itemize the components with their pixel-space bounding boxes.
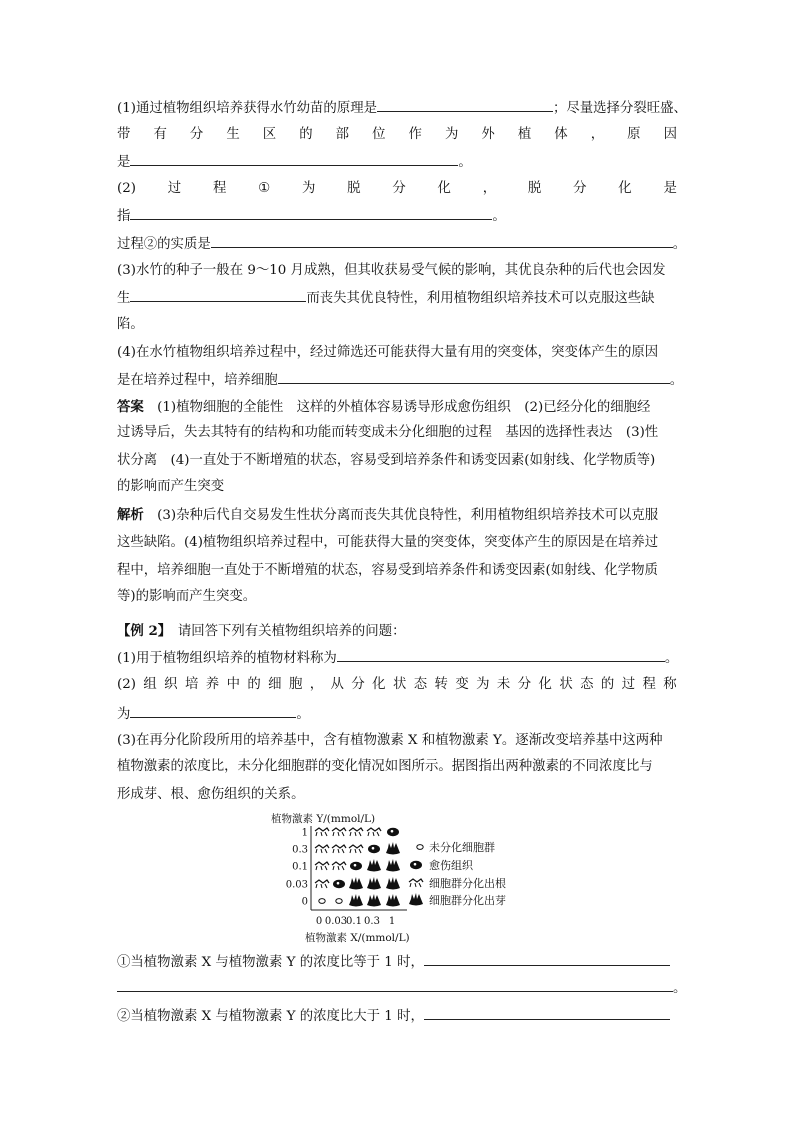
cell-shoot-icon xyxy=(386,842,400,855)
example2-q3-line1: (3)在再分化阶段所用的培养基中，含有植物激素 X 和植物激素 Y。逐渐改变培养基中这两种 xyxy=(117,733,663,748)
q2-blank-1[interactable] xyxy=(130,205,492,220)
example2-q2-char: 的 xyxy=(600,677,615,692)
x-tick-label: 0.3 xyxy=(364,916,380,927)
example2-q2-char: 状 xyxy=(392,677,407,692)
q1-line2-char: 体 xyxy=(554,127,568,142)
q2-line1-char: 脱 xyxy=(347,181,361,196)
x-tick-label: 0.1 xyxy=(346,916,362,927)
q1-text-a: (1)通过植物组织培养获得水竹幼苗的原理是 xyxy=(117,101,377,116)
example2-sub2-blank[interactable] xyxy=(424,1005,670,1020)
example2-sub1-text: ①当植物激素 X 与植物激素 Y 的浓度比等于 1 时， xyxy=(117,955,424,970)
example2-q2-char: ， xyxy=(309,677,324,692)
q2-line2-end: 。 xyxy=(492,209,506,224)
legend-callus-icon xyxy=(410,861,422,869)
example2-sub1-blank-1[interactable] xyxy=(424,951,670,966)
example2-q2-char: 胞 xyxy=(288,677,303,692)
example2-q1-end: 。 xyxy=(664,651,679,666)
q2-line1-char: 程 xyxy=(212,181,227,196)
q4-line2-text: 是在培养过程中，培养细胞 xyxy=(117,373,278,388)
example2-q2-char: 未 xyxy=(496,677,511,692)
cell-root-icon xyxy=(349,828,363,836)
legend-shoot-icon xyxy=(409,893,423,906)
q3-line2 xyxy=(117,287,677,309)
legend-label: 细胞群分化出根 xyxy=(429,877,506,890)
legend-label: 愈伤组织 xyxy=(429,859,473,872)
example2-q2-char: 的 xyxy=(247,677,261,692)
example2-sub2-line1 xyxy=(117,1005,677,1027)
q2-line2-text: 指 xyxy=(117,209,131,224)
example2-q2-char: 化 xyxy=(538,677,552,692)
q3-line1: (3)水竹的种子一般在 9～10 月成熟，但其收获易受气候的影响，其优良杂种的后代也会因发 xyxy=(117,263,666,278)
q1-line2-char: 原 xyxy=(627,127,641,142)
example2-q2-char: 态 xyxy=(413,677,428,692)
q2-line3 xyxy=(117,233,687,255)
y-tick-label: 1 xyxy=(301,827,308,839)
q2-line1-char: ， xyxy=(482,181,497,196)
example2-q2-char: 织 xyxy=(164,677,178,692)
q1-line2-char: 部 xyxy=(335,127,350,142)
analysis-line1 xyxy=(117,505,677,526)
q1-line2-char: 分 xyxy=(189,127,204,142)
cell-root-icon xyxy=(332,862,346,870)
q1-line2-char: 外 xyxy=(481,127,495,142)
q1-blank-2[interactable] xyxy=(130,151,458,166)
cell-undiff-icon xyxy=(336,899,342,904)
q2-line1-char: 分 xyxy=(392,181,406,196)
cell-root-icon xyxy=(367,828,381,836)
example2-q1-text: (1)用于植物组织培养的植物材料称为 xyxy=(117,651,337,666)
answer-line1 xyxy=(117,397,677,418)
q1-line2-char: 的 xyxy=(299,127,313,142)
q2-line2 xyxy=(117,205,677,227)
example2-heading xyxy=(117,621,677,642)
q3-line3: 陷。 xyxy=(117,317,144,332)
example2-q2-char: 变 xyxy=(455,677,469,692)
example2-q2-blank[interactable] xyxy=(130,703,296,718)
example2-q2-line1 xyxy=(117,675,677,695)
legend-label: 未分化细胞群 xyxy=(429,841,495,854)
y-tick-label: 0.3 xyxy=(292,844,308,856)
cell-shoot-icon xyxy=(367,894,381,907)
cell-shoot-icon xyxy=(367,877,381,890)
cell-callus-icon xyxy=(350,862,362,870)
answer-text-1: (1)植物细胞的全能性 这样的外植体容易诱导形成愈伤组织 (2)已经分化的细胞经 xyxy=(157,400,651,415)
cell-root-icon xyxy=(315,828,329,836)
q1-line3-end: 。 xyxy=(458,155,472,170)
example2-q2-char: 培 xyxy=(184,677,199,692)
example2-intro: 请回答下列有关植物组织培养的问题： xyxy=(177,624,406,639)
y-tick-label: 0.1 xyxy=(292,861,308,873)
axis-ticks xyxy=(286,828,395,928)
example2-q2-end: 。 xyxy=(296,707,310,722)
cell-root-icon xyxy=(315,862,329,870)
example2-q3-line3: 形成芽、根、愈伤组织的关系。 xyxy=(117,787,305,802)
analysis-text-1: (3)杂种后代自交易发生性状分离而丧失其优良特性，利用植物组织培养技术可以克服 xyxy=(157,508,659,523)
example2-q2-char: 状 xyxy=(559,677,573,692)
q2-line1-char: ① xyxy=(258,181,271,196)
example2-q2-char: (2) xyxy=(117,677,136,692)
hormone-ratio-figure xyxy=(265,808,545,944)
q2-line1-char: 脱 xyxy=(527,181,542,196)
cell-shoot-icon xyxy=(349,894,363,907)
cell-shoot-icon xyxy=(367,859,381,872)
q2-blank-2[interactable] xyxy=(211,233,673,248)
q1-line2-char: 区 xyxy=(262,127,277,142)
example2-q2-text: 为 xyxy=(117,707,131,722)
q1-line2-char: ， xyxy=(590,127,605,142)
example2-q2-char: 从 xyxy=(330,677,344,692)
cell-root-icon xyxy=(332,845,346,853)
y-tick-label: 0.03 xyxy=(285,879,308,891)
example2-q2-line2 xyxy=(117,703,677,725)
cell-shoot-icon xyxy=(386,894,400,907)
cell-callus-icon xyxy=(368,845,380,853)
q1-line2-char: 作 xyxy=(408,127,422,142)
q1-line2-char: 因 xyxy=(663,127,677,142)
q2-line1-char: 过 xyxy=(167,181,182,196)
q2-line3-text: 过程②的实质是 xyxy=(117,237,211,252)
q1-line2 xyxy=(117,125,677,145)
q4-line1: (4)在水竹植物组织培养过程中，经过筛选还可能获得大量有用的突变体，突变体产生的原因 xyxy=(117,345,659,360)
analysis-line3: 程中，培养细胞一直处于不断增殖的状态，容易受到培养条件和诱变因素(如射线、化学物质 xyxy=(117,563,658,578)
q2-line3-end: 。 xyxy=(672,237,687,252)
example2-q2-char: 转 xyxy=(434,677,448,692)
q4-line2-end: 。 xyxy=(669,373,684,388)
q4-blank[interactable] xyxy=(278,369,670,384)
q1-line3-text: 是 xyxy=(117,155,131,170)
legend-undiff-icon xyxy=(417,845,423,850)
example2-q2-char: 为 xyxy=(476,677,490,692)
x-tick-label: 1 xyxy=(388,916,396,927)
example2-q2-char: 养 xyxy=(205,677,220,692)
example2-q2-char: 分 xyxy=(517,677,532,692)
cell-shoot-icon xyxy=(386,859,400,872)
q2-line1-char: 化 xyxy=(618,181,632,196)
example2-q2-char: 分 xyxy=(351,677,365,692)
cell-root-icon xyxy=(332,828,346,836)
example2-q1 xyxy=(117,647,677,669)
y-axis-label: 植物激素 Y/(mmol/L) xyxy=(271,813,376,825)
q1-line2-char: 带 xyxy=(117,127,131,142)
example2-q1-blank[interactable] xyxy=(337,647,665,662)
example2-q2-char: 程 xyxy=(642,677,656,692)
q1-line3 xyxy=(117,151,677,173)
cell-callus-icon xyxy=(387,828,399,836)
analysis-line4: 等)的影响而产生突变。 xyxy=(117,589,257,604)
y-tick-label: 0 xyxy=(301,896,308,908)
answer-line4: 的影响而产生突变 xyxy=(117,479,225,494)
example2-label: 【例 2】 xyxy=(117,623,165,639)
example2-q2-char: 称 xyxy=(663,677,677,692)
example2-q2-char: 组 xyxy=(143,677,157,692)
legend-label: 细胞群分化出芽 xyxy=(429,894,506,907)
q2-line1 xyxy=(117,179,677,199)
q3-line2-text: 生 xyxy=(117,291,131,306)
q1-line2-char: 生 xyxy=(226,127,240,142)
example2-q2-char: 化 xyxy=(372,677,386,692)
q1-line2-char: 为 xyxy=(444,127,459,142)
q2-line1-char: 分 xyxy=(573,181,587,196)
cell-shoot-icon xyxy=(349,877,363,890)
cell-shoot-icon xyxy=(386,877,400,890)
answer-label: 答案 xyxy=(117,399,144,415)
cell-undiff-icon xyxy=(319,899,325,904)
answer-line3: 状分离 (4)一直处于不断增殖的状态，容易受到培养条件和诱变因素(如射线、化学物质等) xyxy=(117,453,656,468)
example2-q2-char: 过 xyxy=(621,677,636,692)
q1-text-b: ；尽量选择分裂旺盛、 xyxy=(553,101,687,116)
q1-line2-char: 有 xyxy=(153,127,167,142)
example2-q2-char: 中 xyxy=(226,677,240,692)
answer-line2: 过诱导后，失去其特有的结构和功能而转变成未分化细胞的过程 基因的选择性表达 (3)性 xyxy=(117,425,659,440)
analysis-label: 解析 xyxy=(117,507,144,523)
x-tick-label: 0 xyxy=(315,916,323,927)
figure-legend xyxy=(409,840,506,907)
q1-line2-char: 位 xyxy=(372,127,386,142)
cell-root-icon xyxy=(315,845,329,853)
example2-sub1-end: 。 xyxy=(673,981,687,996)
analysis-line2: 这些缺陷。(4)植物组织培养过程中，可能获得大量的突变体，突变体产生的原因是在培养过 xyxy=(117,535,659,550)
q1-line2-char: 植 xyxy=(517,127,532,142)
example2-q2-char: 态 xyxy=(580,677,594,692)
grid-cells xyxy=(315,828,400,907)
q2-line1-char: 是 xyxy=(663,181,677,196)
example2-q3-line2: 植物激素的浓度比，未分化细胞群的变化情况如图所示。据图指出两种激素的不同浓度比与 xyxy=(117,759,653,774)
legend-root-icon xyxy=(409,879,423,887)
example2-sub2-text: ②当植物激素 X 与植物激素 Y 的浓度比大于 1 时， xyxy=(117,1009,424,1024)
q4-line2 xyxy=(117,369,684,391)
example2-sub1-line1 xyxy=(117,951,677,973)
q3-line2-rest: 而丧失其优良特性，利用植物组织培养技术可以克服这些缺 xyxy=(306,291,655,306)
example2-sub1-line2 xyxy=(117,977,687,999)
q2-line1-char: 化 xyxy=(437,181,451,196)
cell-root-icon xyxy=(349,845,363,853)
x-tick-label: 0.03 xyxy=(324,916,348,927)
q2-line1-char: 为 xyxy=(301,181,316,196)
x-axis-label: 植物激素 X/(mmol/L) xyxy=(305,932,410,944)
example2-sub1-blank-2[interactable] xyxy=(117,977,673,992)
cell-root-icon xyxy=(315,880,329,888)
q1-blank-1[interactable] xyxy=(377,97,553,112)
q3-blank[interactable] xyxy=(130,287,306,302)
q2-line1-char: (2) xyxy=(117,181,136,196)
example2-q2-char: 细 xyxy=(268,677,282,692)
cell-callus-icon xyxy=(333,880,345,888)
q1-line1 xyxy=(117,97,687,119)
